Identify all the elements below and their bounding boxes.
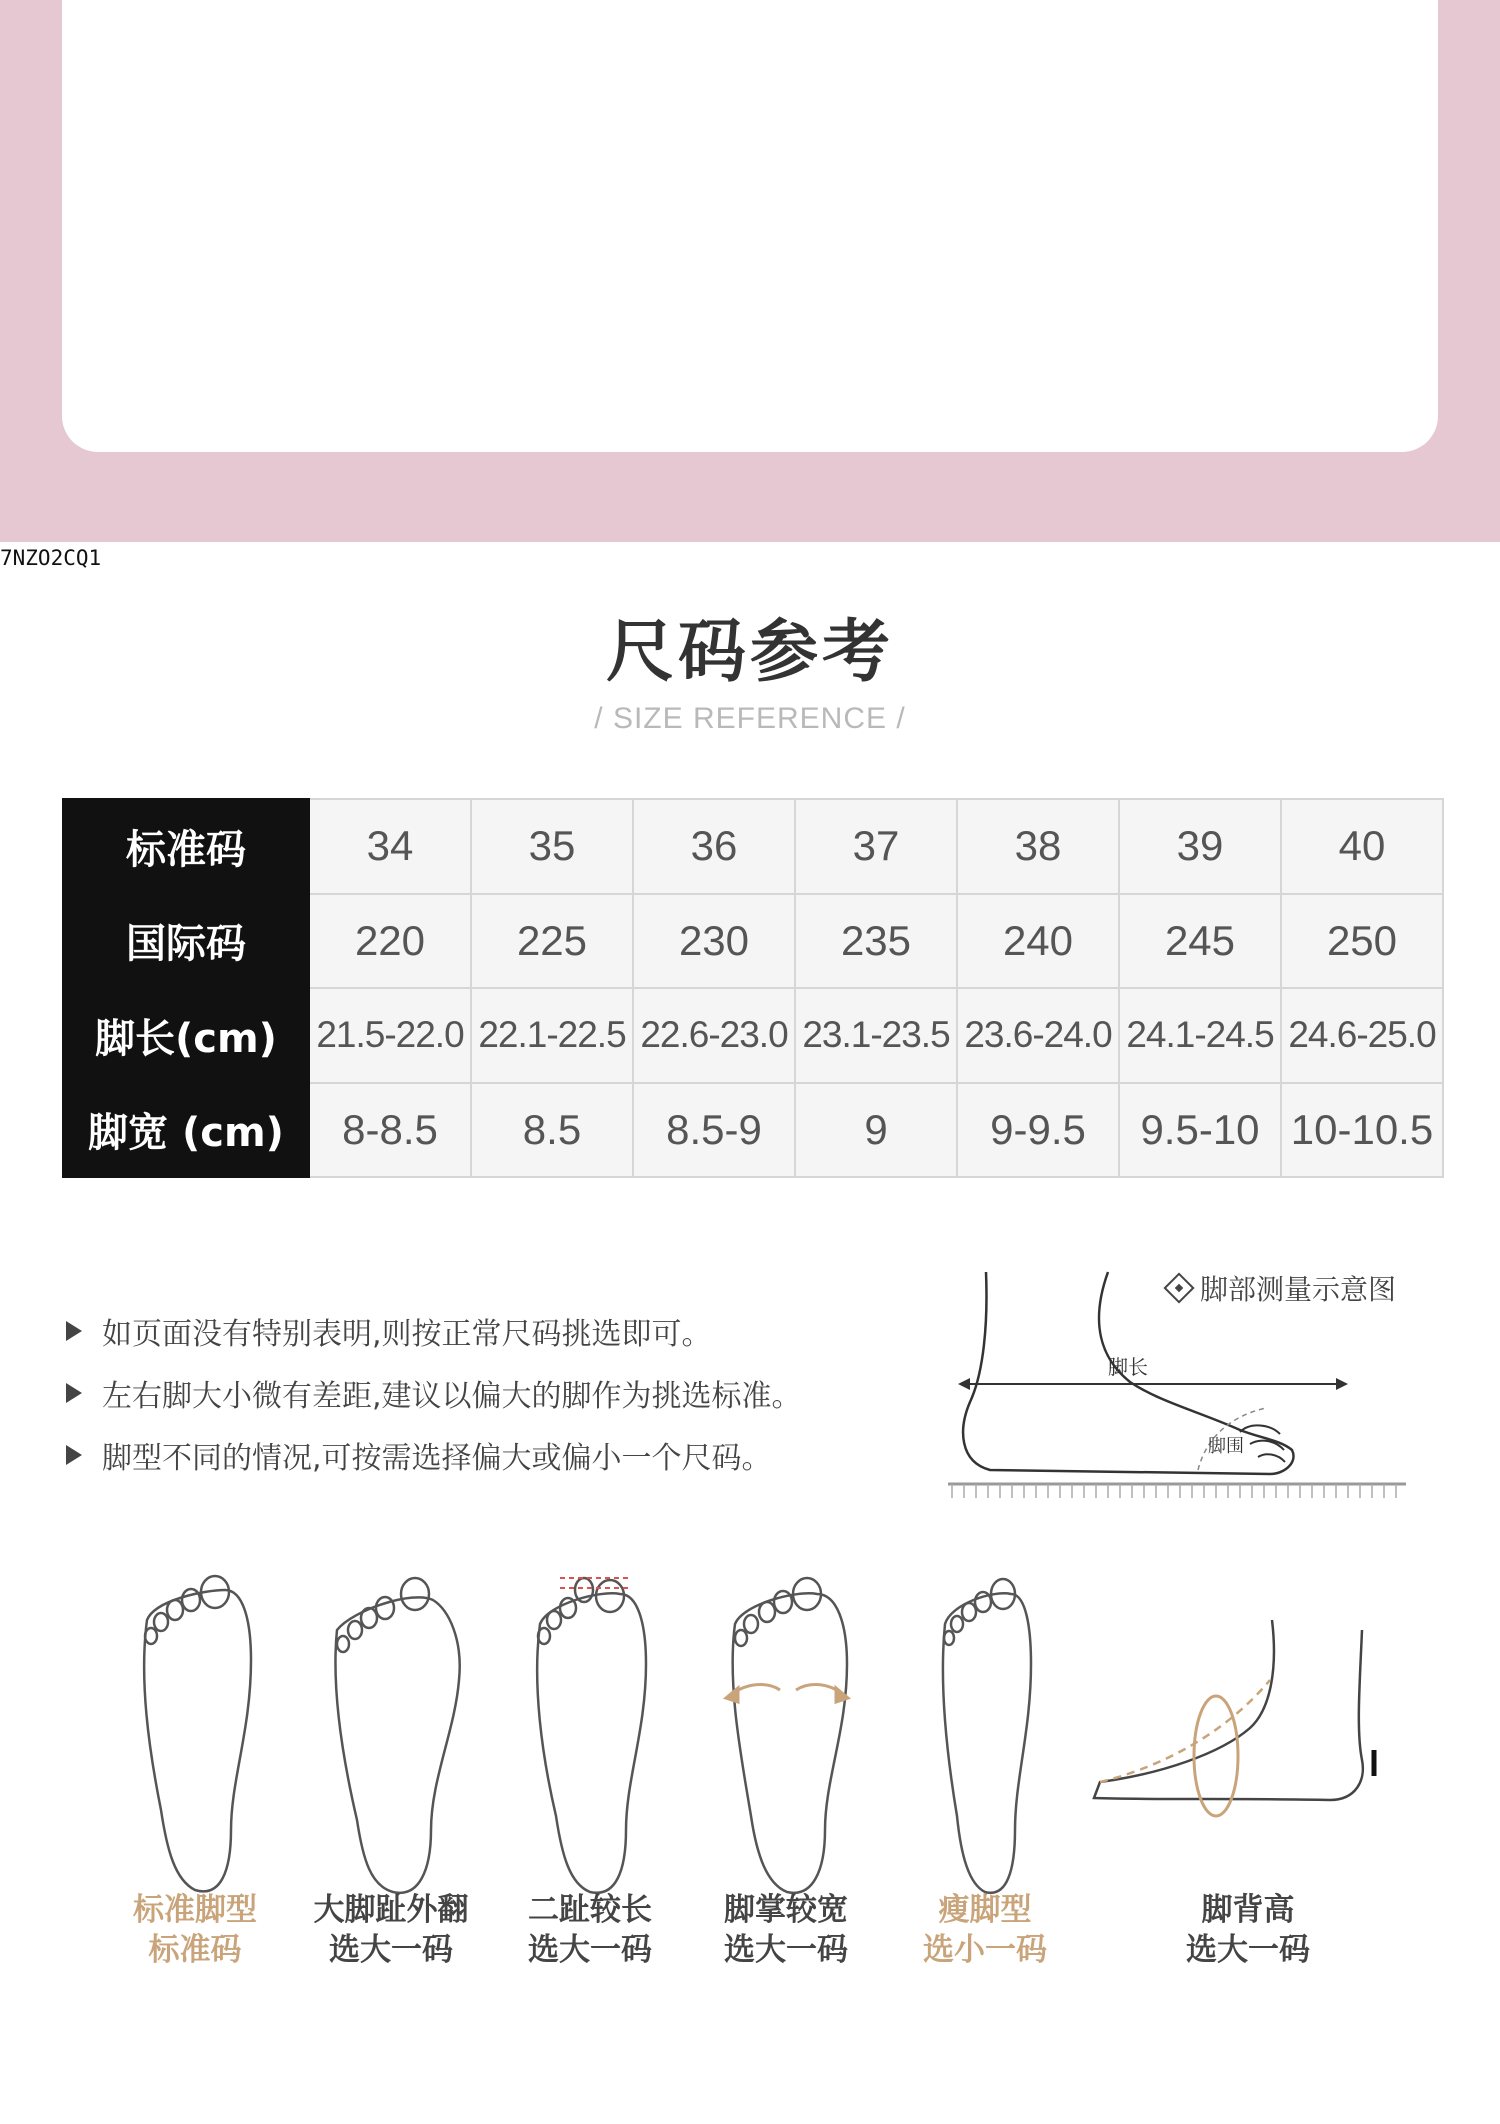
table-cell: 37 [795,799,957,894]
bunion-foot-icon [335,1578,459,1893]
foot-type-name: 大脚趾外翻 [313,1892,469,1928]
foot-type-name: 标准脚型 [133,1892,257,1928]
foot-type-caption [1158,1890,1338,1970]
row-header: 标准码 [63,799,309,894]
row-header: 脚宽 (cm) [63,1083,309,1178]
foot-type-caption [301,1890,481,1970]
table-cell: 8-8.5 [309,1083,471,1178]
foot-type-name: 瘦脚型 [938,1892,1032,1928]
foot-type-name: 脚背高 [1201,1892,1295,1928]
table-cell: 39 [1119,799,1281,894]
note-item [66,1300,802,1362]
wide-foot-icon [733,1578,847,1893]
note-text: 左右脚大小微有差距,建议以偏大的脚作为挑选标准。 [102,1379,802,1414]
table-cell: 9-9.5 [957,1083,1119,1178]
foot-type-advice: 选大一码 [1186,1932,1310,1968]
table-cell: 250 [1281,894,1443,989]
arrow-right-icon [1336,1378,1348,1390]
table-cell: 23.6-24.0 [957,988,1119,1083]
table-cell: 225 [471,894,633,989]
table-cell: 10-10.5 [1281,1083,1443,1178]
size-notes [66,1300,802,1486]
table-row [63,988,1443,1083]
table-cell: 23.1-23.5 [795,988,957,1083]
table-cell: 235 [795,894,957,989]
table-row [63,894,1443,989]
page-title: 尺码参考 [605,613,894,692]
table-cell: 9.5-10 [1119,1083,1281,1178]
foot-type-advice: 选大一码 [528,1932,652,1968]
triangle-bullet-icon [66,1321,82,1341]
table-cell: 36 [633,799,795,894]
foot-types-illustrations [0,1560,1500,1900]
table-cell: 22.1-22.5 [471,988,633,1083]
width-arrows-icon [726,1685,848,1702]
table-row [63,799,1443,894]
girth-label: 脚围 [1208,1436,1244,1457]
row-header: 国际码 [63,894,309,989]
row-header: 脚长(cm) [63,988,309,1083]
table-cell: 8.5-9 [633,1083,795,1178]
triangle-bullet-icon [66,1383,82,1403]
table-cell: 22.6-23.0 [633,988,795,1083]
measure-diagram-title-text: 脚部测量示意图 [1200,1273,1397,1306]
high-instep-foot-icon [1094,1620,1374,1816]
slim-foot-icon [943,1579,1031,1893]
size-table [62,798,1444,1178]
length-label: 脚长 [1108,1355,1148,1379]
table-cell: 240 [957,894,1119,989]
foot-type-name: 二趾较长 [528,1892,652,1928]
table-cell: 38 [957,799,1119,894]
foot-type-advice: 选大一码 [724,1932,848,1968]
table-cell: 34 [309,799,471,894]
table-cell: 220 [309,894,471,989]
long-second-toe-foot-icon [537,1578,646,1893]
foot-type-name: 脚掌较宽 [724,1892,848,1928]
table-cell: 230 [633,894,795,989]
foot-type-advice: 选大一码 [329,1932,453,1968]
table-cell: 245 [1119,894,1281,989]
page-subtitle: / SIZE REFERENCE / [594,702,906,735]
foot-measure-diagram [940,1262,1420,1512]
note-text: 如页面没有特别表明,则按正常尺码挑选即可。 [102,1317,712,1352]
table-cell: 24.1-24.5 [1119,988,1281,1083]
foot-type-advice: 标准码 [148,1932,242,1968]
foot-type-advice: 选小一码 [923,1932,1047,1968]
foot-type-caption [105,1890,285,1970]
white-card-panel [62,0,1438,452]
note-text: 脚型不同的情况,可按需选择偏大或偏小一个尺码。 [102,1441,772,1476]
product-code: 7NZO2CQ1 [0,546,102,570]
foot-type-caption [696,1890,876,1970]
pink-banner-frame [0,0,1500,542]
table-cell: 21.5-22.0 [309,988,471,1083]
table-cell: 8.5 [471,1083,633,1178]
table-cell: 9 [795,1083,957,1178]
table-row [63,1083,1443,1178]
table-cell: 24.6-25.0 [1281,988,1443,1083]
table-cell: 35 [471,799,633,894]
triangle-bullet-icon [66,1445,82,1465]
standard-foot-icon [144,1576,251,1891]
arrow-left-icon [958,1378,970,1390]
foot-type-caption [895,1890,1075,1970]
foot-type-caption [500,1890,680,1970]
table-cell: 40 [1281,799,1443,894]
ground-ticks [952,1484,1396,1498]
note-item [66,1362,802,1424]
note-item [66,1424,802,1486]
